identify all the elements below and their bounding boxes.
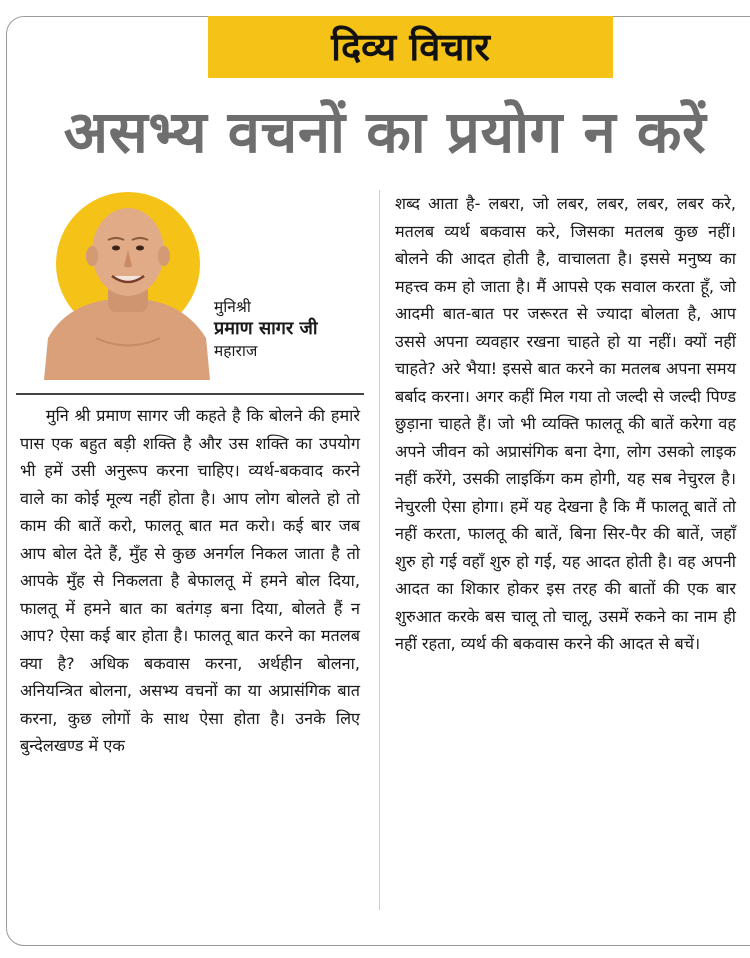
article-column-left: [20, 402, 360, 760]
author-prefix: मुनिश्री: [214, 298, 251, 316]
eye-left: [112, 246, 120, 251]
article-text-right: शब्द आता है- लबरा, जो लबर, लबर, लबर, लबर करे, मतलब व्यर्थ बकवास करे, जिसका मतलब कुछ नहीं। बोलने की आदत होती है, वाचालता है। इससे मनुष्य का महत्त्व कम हो जाता है। मैं आपसे एक सवाल करता हूँ, जो आदमी बात-बात पर जरूरत से ज्यादा बोलता है, आप उससे अपना व्यवहार रखना चाहते हो या नहीं। क्यों नहीं चाहते? अरे भैया! इससे बात करने का मतलब अपना समय बर्बाद करना। अगर कहीं मिल गया तो जल्दी से जल्दी पिण्ड छुड़ाना चाहते हैं। जो भी व्यक्ति फालतू की बातें करेगा वह अपने जीवन को अप्रासंगिक बना देगा, लोग उसको लाइक नहीं करेंगे, उसकी लाइकिंग कम होगी, यह सब नेचुरल है। नेचुरली ऐसा होगा। हमें यह देखना है कि मैं फालतू बातें तो नहीं करता, फालतू की बातें, बिना सिर-पैर की बातें, जहाँ शुरु हो गई वहाँ शुरु हो गई, यह आदत होती है। वह अपनी आदत का शिकार होकर इस तरह की बातों की एक बार शुरुआत करके बस चालू तो चालू, उसमें रुकने का नाम ही नहीं रहता, व्यर्थ की बकवास करने की आदत से बचें।: [395, 194, 736, 653]
byline-rule: [16, 393, 364, 395]
ear-right: [158, 246, 170, 266]
article-text-left: मुनि श्री प्रमाण सागर जी कहते है कि बोलने की हमारे पास एक बहुत बड़ी शक्ति है और उस शक्ति का उपयोग भी हमें उसी अनुरूप करना चाहिए। व्यर्थ-बकवाद करने वाले का कोई मूल्य नहीं होता है। आप लोग बोलते हो तो काम की बातें करो, फालतू बात मत करो। कई बार जब आप बोल देते हैं, मुँह से कुछ अनर्गल निकल जाता है तो आपके मुँह से निकलता है बेफालतू में हमने बोल दिया, फालतू में हमने बात का बतंगड़ बना दिया, बोलते हैं न आप? ऐसा कई बार होता है। फालतू बात करने का मतलब क्या है? अधिक बकवास करना, अर्थहीन बोलना, अनियन्त्रित बोलना, असभ्य वचनों का या अप्रासंगिक बात करना, कुछ लोगों के साथ ऐसा होता है। उनके लिए बुन्देलखण्ड में एक: [20, 406, 360, 755]
author-suffix: महाराज: [214, 342, 258, 360]
author-byline: [214, 296, 318, 362]
headline: असभ्य वचनों का प्रयोग न करें: [63, 98, 707, 166]
column-divider: [379, 190, 380, 910]
eye-right: [136, 246, 144, 251]
column-banner: दिव्य विचार: [208, 16, 613, 78]
ear-left: [86, 246, 98, 266]
author-name: प्रमाण सागर जी: [214, 318, 318, 339]
author-portrait: [36, 188, 216, 380]
article-column-right: [395, 190, 736, 658]
portrait-image: [36, 188, 216, 380]
